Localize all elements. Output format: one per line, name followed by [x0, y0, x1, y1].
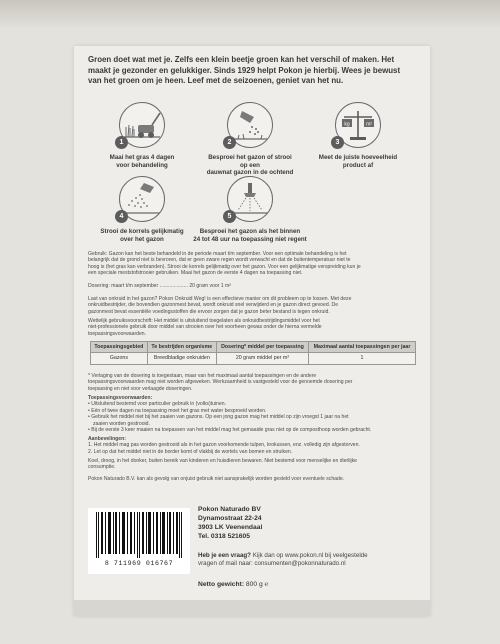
barcode-bars	[96, 512, 182, 558]
table-cell: Breedbladige onkruiden	[147, 353, 216, 364]
table-row	[91, 353, 416, 364]
gebruik-line: belangrijk dat de grond niet is bevroren, dat er geen zware regen wordt verwacht en dat de buitentemperatuur niet te	[88, 257, 351, 264]
company-name: Pokon Naturado BV	[198, 506, 261, 513]
package-bottom-edge	[74, 600, 430, 616]
table-header: Dosering* middel per toepassing	[216, 342, 308, 353]
table-header: Toepassingsgebied	[91, 342, 148, 353]
net-weight	[198, 581, 269, 588]
wettelijk-line: niet-professionele gebruik door middel van strooien over het voorheen gewas onder de hierna vermelde	[88, 324, 322, 331]
footnote-section	[88, 373, 418, 392]
intro-line: Groen doet wat met je. Zelfs een klein beetje groen kan het verschil of maken. Het	[88, 55, 395, 64]
svg-text:m²: m²	[366, 121, 372, 128]
step-4	[97, 176, 187, 243]
gebruik-line: Gebruik: Gazon kan het beste behandeld in de periode maart t/m september. Voor een optimale behandeling is het	[88, 251, 347, 257]
section-title: Toepassingsvoorwaarden:	[88, 395, 153, 401]
step-number: 5	[223, 210, 236, 223]
company-city: 3903 LK Veenendaal	[198, 523, 263, 531]
liability-section	[88, 476, 418, 482]
table-header: Te bestrijden organisme	[147, 342, 216, 353]
list-item: • Bij de eerste 3 keer maaien na toepassen van het middel mag het gemaaide gras niet op de composthoop worden gebracht.	[88, 427, 372, 434]
onkruid-line: Last van onkruid in het gazon? Pokon Onkruid Weg! is een effectieve manier om dit probleem op te lossen. Met deze	[88, 296, 352, 302]
intro-text	[88, 55, 418, 87]
step-caption-line: Strooi de korrels gelijkmatig	[100, 228, 184, 235]
table-cell: Gazons	[91, 353, 148, 364]
gebruik-section	[88, 251, 418, 277]
net-weight-label: Netto gewicht:	[198, 581, 245, 588]
onkruid-line: onkruidbestrijder, die bovendien gazonmest bevat, wordt onkruid snel verwijderd en je gazon direct gevoed. De	[88, 302, 339, 309]
onkruid-section	[88, 296, 418, 315]
step-caption-line: product af	[342, 161, 374, 169]
step-caption-line: voor behandeling	[116, 161, 168, 169]
step-caption-line: Meet de juiste hoeveelheid	[318, 154, 398, 161]
step-caption-line: over het gazon	[120, 235, 164, 243]
step-caption	[313, 154, 403, 169]
wettelijk-section	[88, 318, 418, 337]
step-1	[97, 102, 187, 169]
list-item: • Gebruik het middel niet bij het zaaien van gazons. Op een jong gazon mag het middel op zijn vroegst 1 jaar na het	[88, 414, 349, 421]
step-number: 1	[115, 136, 128, 149]
barcode	[88, 508, 190, 574]
step-number: 2	[223, 136, 236, 149]
company-address	[198, 506, 262, 542]
question-email: vragen of mail naar: consumenten@pokonnaturado.nl	[198, 559, 346, 567]
table-header-row	[91, 342, 416, 353]
step-caption-line: Maai het gras 4 dagen	[109, 154, 175, 161]
step-caption	[97, 154, 187, 169]
step-caption-line: Besproei het gazon als het binnen	[199, 228, 301, 235]
step-caption	[97, 228, 187, 243]
question-contact	[198, 552, 428, 567]
step-number: 4	[115, 210, 128, 223]
net-weight-value: 800 g ℮	[244, 581, 269, 588]
company-phone: Tel. 0318 521605	[198, 532, 250, 540]
table-cell: 20 gram middel per m²	[216, 353, 308, 364]
table-cell: 1	[309, 353, 416, 364]
background-top	[0, 0, 500, 30]
table-header: Maximaal aantal toepassingen per jaar	[309, 342, 416, 353]
storage-line: consumptie.	[88, 464, 116, 471]
list-item: • Eén of twee dagen na toepassing moet het gras met water besproeid worden.	[88, 407, 267, 414]
intro-line: van het groen om je heen. Leef met de seizoenen, geniet van het nu.	[88, 76, 344, 86]
usage-table	[90, 341, 416, 365]
dosering-line	[88, 283, 418, 289]
list-item: 2. Let op dat het middel niet in de border komt of vlakbij de wortels van bomen en struiken.	[88, 448, 293, 455]
storage-line: Koel, droog, in het donker, buiten bereik van kinderen en huisdieren bewaren. Niet bestemd voor menselijke en dierlijke	[88, 458, 357, 464]
list-item: • Uitsluitend bestemd voor particulier gebruik in (volks)tuinen.	[88, 401, 226, 408]
aanbevelingen-section	[88, 436, 418, 455]
step-caption-line: 24 tot 48 uur na toepassing niet regent	[193, 235, 307, 243]
company-street: Dynamostraat 22-24	[198, 514, 262, 522]
footnote-line: toepassingsvoorwaarden mag niet worden afgeweken. Werkzaamheid is vastgesteld voor de genoemde dosering per	[88, 379, 353, 386]
wettelijk-line: Wettelijk gebruiksvoorschrift: Het middel is uitsluitend toegelaten als onkruidbestrijdingsmiddel voor het	[88, 318, 320, 324]
footnote-line: * Verlaging van de dosering is toegestaan, maar van het maximaal aantal toepassingen en de andere	[88, 373, 317, 379]
section-title: Aanbevelingen:	[88, 436, 126, 442]
liability-text: Pokon Naturado B.V. kan als gevolg van onjuist gebruik niet aansprakelijk worden gesteld voor eventuele schade.	[88, 476, 345, 482]
step-caption-line: Besproei het gazon of strooi op een	[208, 154, 292, 169]
gebruik-line: hoog is (het gras kan verbranden). Strooi de korrels gelijkmatig over het gazon. Voor een gelijkmatige verspreiding kun je	[88, 263, 361, 270]
footnote-line: toepassing en niet voor verlaagde doseringen.	[88, 385, 193, 392]
list-item: zaaien worden gestrooid.	[93, 420, 150, 427]
barcode-digits: 8 711969 016767	[104, 560, 174, 567]
onkruid-line: gazonmest bevat essentiële voedingsstoffen die ervoor zorgen dat je gazon beter bestand is tegen onkruid.	[88, 308, 330, 315]
dosering-text: Dosering: maart t/m september .................... 20 gram voor 1 m²	[88, 283, 231, 289]
question-heading: Heb je een vraag?	[198, 552, 251, 559]
toepassingsvoorwaarden-section	[88, 395, 418, 433]
step-2	[205, 102, 295, 177]
question-text: Kijk dan op www.pokon.nl bij veelgestelde	[250, 552, 368, 559]
list-item: 1. Het middel mag pas worden gestrooid als in het gazon voorkomende tulpen, krokussen, enz. volledig zijn afgestorven.	[88, 442, 360, 449]
storage-section	[88, 458, 418, 471]
step-number: 3	[331, 136, 344, 149]
step-caption	[185, 228, 315, 243]
step-caption	[205, 154, 295, 177]
wettelijk-line: toepassingsvoorwaarden.	[88, 330, 147, 337]
step-5	[193, 176, 307, 243]
gebruik-line: een speciale meststofstrooier gebruiken. Maai het gazon de eerste 4 dagen na toepassing niet.	[88, 270, 303, 277]
step-caption-line: dauwnat gazon in de ochtend	[206, 169, 294, 177]
step-3	[313, 102, 403, 169]
svg-text:kg: kg	[344, 121, 350, 128]
intro-line: maakt je gezonder en gelukkiger. Sinds 1929 helpt Pokon je hierbij. Wees je bewust	[88, 65, 401, 75]
